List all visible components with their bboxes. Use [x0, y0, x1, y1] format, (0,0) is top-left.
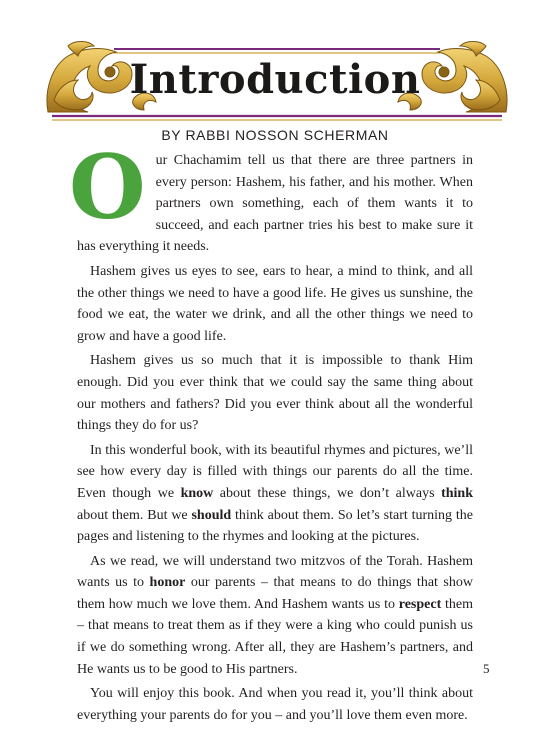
paragraph-2: Hashem gives us eyes to see, ears to hear, a mind to think, and all the other things we need to have a good life. He gives us sunshine, the food we eat, the water we drink, and all the other things we need to grow and have a good life. [77, 263, 473, 344]
emphasis-should: should [191, 507, 232, 523]
emphasis-honor: honor [149, 575, 186, 591]
page-title: Introduction [129, 56, 421, 103]
paragraph-4-text-a: In this wonderful book, with its beautiful rhymes and pictures, we’ll see how every day is filled with things our parents do all the time. Even though we [77, 442, 473, 501]
paragraph-4-text-g: think about them. So let’s start turning the pages and listening to the rhymes and looking at the pictures. [77, 507, 473, 545]
paragraph-5-text-c: our parents – that means to do things that show them how much we love them. And Hashem wants us to [77, 575, 473, 612]
emphasis-think: think [441, 485, 473, 501]
paragraph-5 [77, 551, 473, 681]
paragraph-5-text-a: As we read, we will understand two mitzvos of the Torah. Hashem wants us to [77, 553, 473, 591]
page-number: 5 [483, 661, 490, 676]
paragraph-5-text-e: them – that means to treat them as if they were a king who could punish us if we do something wrong. After all, they are Hashem’s partners, and He wants us to be good to His partners. [77, 596, 474, 677]
author-byline: BY RABBI NOSSON SCHERMAN [161, 127, 389, 143]
paragraph-1-text: ur Chachamim tell us that there are three partners in every person: Hashem, his father, and his mother. When partners own something, each of them wants it to succeed, and each partner tries his best to make sure it has everything it needs. [77, 153, 473, 255]
paragraph-4-text-e: about them. But we [77, 507, 192, 523]
paragraph-6: You will enjoy this book. And when you read it, you’ll think about everything your parents do for you – and you’ll love them even more. [77, 686, 473, 723]
drop-cap: O [69, 135, 146, 239]
paragraph-3: Hashem gives us so much that it is impossible to thank Him enough. Did you ever think that we could say the same thing about our mothers and fathers? Did you ever think about all the wonderful things they do for us? [77, 353, 473, 434]
emphasis-know: know [180, 485, 214, 501]
paragraph-4-text-c: about these things, we don’t always [213, 485, 442, 501]
emphasis-respect: respect [398, 596, 442, 612]
paragraph-4 [77, 440, 473, 548]
